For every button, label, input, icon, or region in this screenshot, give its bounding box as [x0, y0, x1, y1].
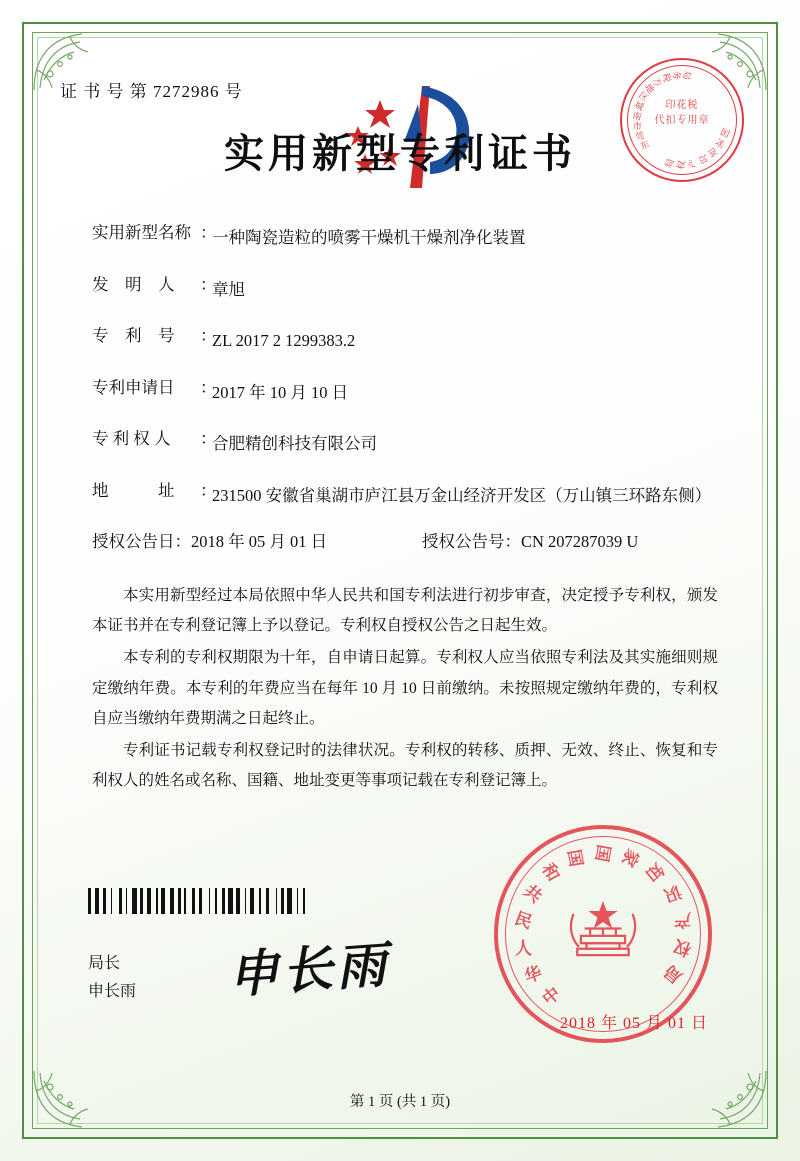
grant-date-group	[92, 534, 422, 551]
field-label: 发 明 人	[92, 274, 175, 294]
certificate-content	[60, 55, 740, 798]
field-row-address	[60, 480, 740, 509]
field-colon: ：	[200, 429, 217, 449]
field-row-name	[60, 225, 740, 251]
national-seal: 中 华 人 民 共 和 国 国 家 知 识 产 权 局	[494, 825, 712, 1043]
paragraph-1: 本实用新型经过本局依照中华人民共和国专利法进行初步审查，决定授予专利权，颁发本证书并在专利登记簿上予以登记。专利权自授权公告之日起生效。	[92, 586, 718, 635]
field-label: 专 利 权 人	[92, 429, 171, 449]
legal-text	[60, 581, 740, 797]
field-label: 专 利 号	[92, 326, 175, 346]
field-row-patent-number	[60, 328, 740, 354]
handwritten-signature: 申长雨	[226, 934, 393, 1005]
field-colon: ：	[200, 326, 217, 346]
field-value: 章旭	[212, 279, 245, 299]
paragraph-2: 本专利的专利权期限为十年，自申请日起算。专利权人应当依照专利法及其实施细则规定缴纳年费。本专利的年费应当在每年 10 月 10 日前缴纳。未按照规定缴纳年费的，专利权自应当缴纳年费期满之日起终止。	[92, 649, 718, 727]
stamp-arc-top: 东 莞 市 南 城 区 地 方 税 务 局	[631, 69, 693, 152]
field-value: 一种陶瓷造粒的喷雾干燥机干燥剂净化装置	[212, 228, 526, 247]
grant-number-colon: ：	[504, 532, 521, 552]
grant-number-value: CN 207287039 U	[521, 532, 639, 552]
signature-block	[88, 950, 136, 1006]
field-colon: ：	[200, 377, 217, 397]
field-label: 实用新型名称	[92, 223, 191, 242]
field-label: 地 址	[92, 480, 175, 500]
certificate-number: 证 书 号 第 7272986 号	[60, 82, 243, 101]
grant-row	[60, 534, 740, 551]
page-footer: 第 1 页 (共 1 页)	[349, 1094, 451, 1110]
grant-number-label: 授权公告号	[422, 532, 505, 552]
field-value: 231500 安徽省巢湖市庐江县万金山经济开发区（万山镇三环路东侧）	[212, 485, 712, 505]
signature-name: 申长雨	[88, 983, 137, 1000]
seal-date: 2018 年 05 月 01 日	[559, 1015, 708, 1032]
field-colon: ：	[200, 223, 217, 242]
stamp-line-2: 代扣专用章	[654, 115, 710, 126]
stamp-line-1: 印花税	[665, 100, 699, 111]
field-row-patentee	[60, 431, 740, 457]
field-row-application-date	[60, 377, 740, 406]
paragraph-3: 专利证书记载专利权登记时的法律状况。专利权的转移、质押、无效、终止、恢复和专利权人的姓名或名称、国籍、地址变更等事项记载在专利登记簿上。	[92, 741, 718, 790]
field-list	[60, 225, 740, 551]
field-value: 合肥精创科技有限公司	[212, 434, 377, 454]
field-label: 专利申请日	[92, 377, 175, 397]
grant-number-group	[422, 534, 740, 551]
stamp-arc-bottom: 国 家 知 识 产 权 局	[663, 126, 732, 171]
field-value: ZL 2017 2 1299383.2	[212, 331, 356, 351]
barcode	[88, 888, 310, 914]
grant-date-value: 2018 年 05 月 01 日	[191, 532, 328, 552]
field-value: 2017 年 10 月 10 日	[212, 382, 349, 402]
field-row-inventor	[60, 274, 740, 303]
grant-date-colon: ：	[174, 532, 191, 552]
field-colon: ：	[200, 480, 217, 500]
grant-date-label: 授权公告日	[92, 532, 175, 552]
field-colon: ：	[200, 274, 217, 294]
national-emblem-icon	[557, 886, 649, 978]
signature-position: 局长	[88, 955, 121, 972]
page-title: 实用新型专利证书	[224, 131, 576, 176]
